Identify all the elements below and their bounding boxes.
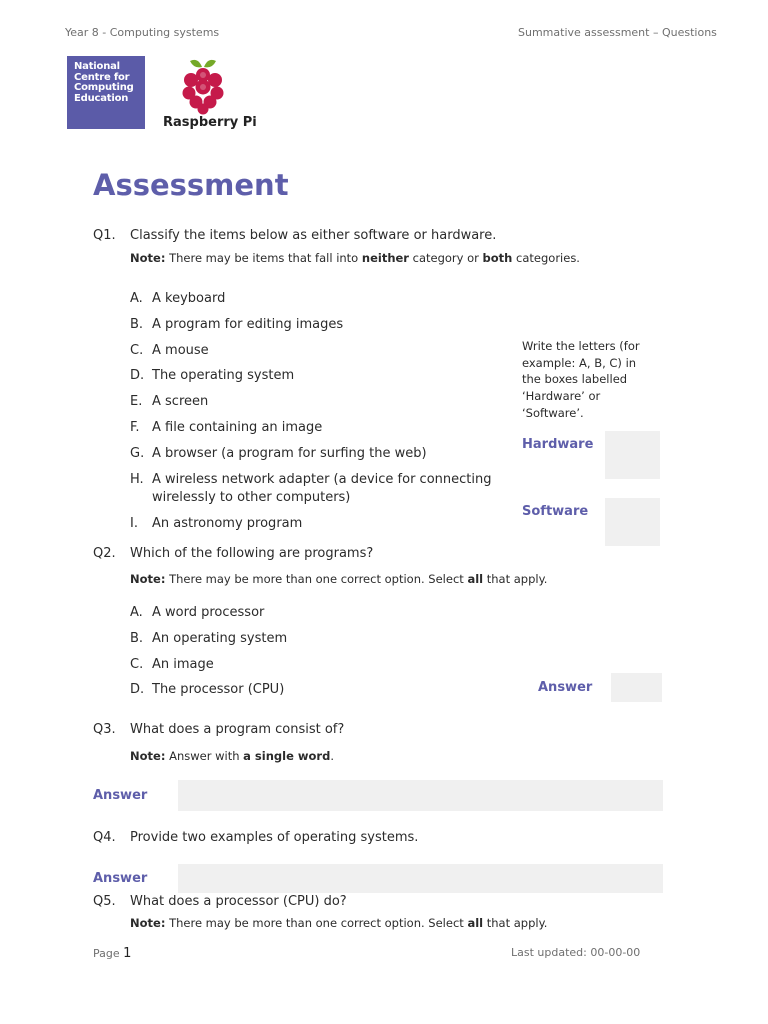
q2-option-letter: D. [130, 682, 145, 697]
q2-answer-box[interactable] [611, 673, 662, 702]
raspberry-pi-icon [176, 55, 230, 115]
note-text: categories. [512, 251, 580, 265]
q4-answer-field[interactable] [178, 864, 663, 893]
q1-text: Classify the items below as either software or hardware. [130, 228, 497, 243]
q2-option-letter: C. [130, 657, 144, 672]
q1-option-text: A keyboard [152, 291, 226, 306]
page-number: 1 [123, 946, 132, 961]
q1-option-text: A program for editing images [152, 317, 344, 332]
note-emphasis: all [467, 572, 484, 586]
q2-number: Q2. [93, 546, 116, 561]
note-emphasis: both [482, 251, 513, 265]
q1-option-text: The operating system [152, 368, 295, 383]
note-text: There may be more than one correct option. Select [165, 916, 468, 930]
note-text: that apply. [483, 916, 548, 930]
page-title: Assessment [93, 168, 289, 202]
q1-option-letter: A. [130, 291, 143, 306]
ncce-logo [67, 56, 145, 129]
q1-option-letter: G. [130, 446, 145, 461]
software-label: Software [522, 504, 589, 519]
note-label: Note: [130, 749, 166, 763]
q2-option-text: The processor (CPU) [152, 682, 285, 697]
q1-option-text: An astronomy program [152, 516, 303, 531]
header-right: Summative assessment – Questions [518, 26, 717, 39]
ncce-logo-line: Education [74, 92, 129, 104]
raspberry-pi-wordmark: Raspberry Pi [163, 115, 257, 130]
note-emphasis: neither [361, 251, 409, 265]
note-text: that apply. [483, 572, 548, 586]
q2-option-letter: A. [130, 605, 143, 620]
note-label: Note: [130, 916, 166, 930]
q1-option-text: A screen [152, 394, 209, 409]
note-label: Note: [130, 251, 166, 265]
page-label: Page [93, 947, 124, 960]
header-left: Year 8 - Computing systems [65, 26, 220, 39]
note-text: There may be items that fall into [165, 251, 362, 265]
hardware-answer-box[interactable] [605, 431, 660, 479]
q1-option-letter: C. [130, 343, 144, 358]
note-text: There may be more than one correct option. Select [165, 572, 468, 586]
q3-number: Q3. [93, 722, 116, 737]
hardware-label: Hardware [522, 437, 594, 452]
q1-number: Q1. [93, 228, 116, 243]
q4-text: Provide two examples of operating systems. [130, 830, 419, 845]
q5-text: What does a processor (CPU) do? [130, 894, 347, 909]
footer-last-updated: Last updated: 00-00-00 [511, 946, 641, 959]
q2-note [130, 572, 547, 586]
q5-note [130, 916, 547, 930]
q1-option-text: A mouse [152, 343, 209, 358]
q1-option-letter: F. [130, 420, 140, 435]
note-emphasis: a single word [243, 749, 331, 763]
q3-answer-label: Answer [93, 788, 148, 803]
q1-note [130, 251, 580, 265]
footer-page [93, 946, 131, 961]
q2-option-text: A word processor [152, 605, 265, 620]
q3-answer-field[interactable] [178, 780, 663, 811]
q1-option-letter: H. [130, 472, 144, 487]
software-answer-box[interactable] [605, 498, 660, 546]
q1-option-letter: D. [130, 368, 145, 383]
q1-option-text: A wireless network adapter (a device for connecting [152, 472, 492, 487]
q2-option-text: An image [152, 657, 214, 672]
q1-option-letter: I. [130, 516, 138, 531]
q1-option-text: A browser (a program for surfing the web) [152, 446, 427, 461]
q3-note [130, 749, 334, 763]
q2-option-letter: B. [130, 631, 144, 646]
q1-instructions: Write the letters (for example: A, B, C) in the boxes labelled ‘Hardware’ or ‘Software’. [522, 339, 640, 420]
q5-number: Q5. [93, 894, 116, 909]
q4-answer-label: Answer [93, 871, 148, 886]
ncce-logo-line: National [74, 61, 120, 72]
q3-text: What does a program consist of? [130, 722, 345, 737]
q2-text: Which of the following are programs? [130, 546, 374, 561]
note-text: category or [408, 251, 483, 265]
q1-option-text: A file containing an image [152, 420, 323, 435]
note-text: Answer with [165, 749, 244, 763]
ncce-logo-line: Computing [74, 82, 134, 93]
ncce-logo-line: Centre for [74, 71, 130, 83]
q4-number: Q4. [93, 830, 116, 845]
q2-answer-label: Answer [538, 680, 593, 695]
q1-option-text: wirelessly to other computers) [152, 490, 351, 505]
note-emphasis: all [467, 916, 484, 930]
q1-option-letter: B. [130, 317, 144, 332]
note-text: . [330, 749, 334, 763]
q1-option-letter: E. [130, 394, 143, 409]
q2-option-text: An operating system [152, 631, 288, 646]
note-label: Note: [130, 572, 166, 586]
